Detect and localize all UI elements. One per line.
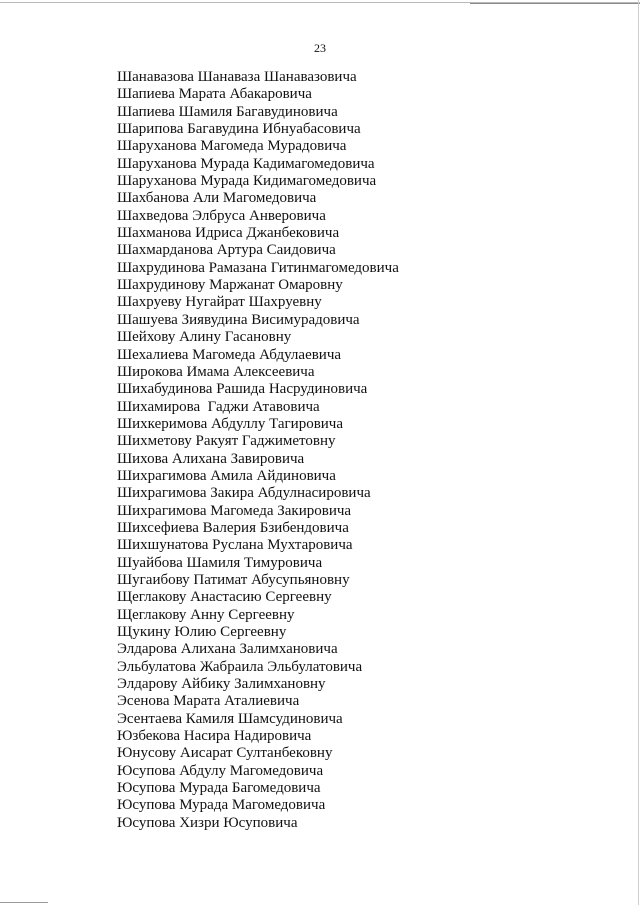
name-entry: Юсупова Хизри Юсуповича [117, 814, 298, 831]
name-entry: Эсентаева Камиля Шамсудиновича [117, 710, 343, 727]
name-entry: Щукину Юлию Сергеевну [117, 624, 287, 640]
name-entry: Щеглакову Анастасию Сергеевну [117, 589, 332, 606]
name-entry: Шаруханова Магомеда Мурадовича [117, 138, 347, 155]
page-number: 23 [314, 41, 326, 55]
name-entry: Шихметову Ракуят Гаджиметовну [117, 433, 336, 450]
name-entry: Эсенова Марата Аталиевича [117, 693, 300, 710]
name-entry: Шугаибову Патимат Абусупьяновну [117, 571, 350, 588]
name-entry: Юсупова Мурада Багомедовича [117, 780, 321, 797]
name-entry: Элдарова Алихана Залимхановича [117, 641, 338, 658]
name-entry: Шихрагимова Закира Абдулнасировича [117, 485, 371, 502]
name-entry: Шехалиева Магомеда Абдулаевича [117, 346, 342, 363]
name-entry: Шахрудинова Рамазана Гитинмагомедовича [117, 259, 399, 276]
name-entry: Шашуева Зиявудина Висимурадовича [117, 311, 360, 328]
name-entry: Элдарову Айбику Залимхановну [117, 676, 326, 693]
name-entry: Шуайбова Шамиля Тимуровича [117, 554, 323, 571]
name-entry: Шахбанова Али Магомедовича [117, 190, 317, 207]
name-entry: Шахрудинову Маржанат Омаровну [117, 277, 343, 294]
name-entry: Шахмарданова Артура Саидовича [117, 242, 336, 259]
name-entry: Шихамирова Гаджи Атавовича [117, 398, 320, 415]
scan-edge-right [638, 0, 639, 905]
name-entry: Шапиева Шамиля Багавудиновича [117, 103, 338, 120]
name-entry: Эльбулатова Жабраила Эльбулатовича [117, 658, 363, 675]
name-entry: Шанавазова Шанаваза Шанавазовича [117, 69, 357, 85]
name-entry: Юзбекова Насира Надировича [117, 728, 312, 745]
names-list [117, 69, 399, 832]
name-entry: Широкова Имама Алексеевича [117, 363, 315, 380]
name-entry: Шихова Алихана Завировича [117, 450, 305, 467]
name-entry: Шаруханова Мурада Кидимагомедовича [117, 173, 377, 190]
name-entry: Шихсефиева Валерия Бзибендовича [117, 519, 349, 536]
name-entry: Шахведова Элбруса Анверовича [117, 207, 326, 224]
name-entry: Щеглакову Анну Сергеевну [117, 606, 295, 623]
name-entry: Шахманова Идриса Джанбековича [117, 225, 340, 242]
name-entry: Шихшунатова Руслана Мухтаровича [117, 537, 353, 554]
name-entry: Шарипова Багавудина Ибнуабасовича [117, 121, 361, 138]
name-entry: Шейхову Алину Гасановну [117, 329, 292, 346]
name-entry: Юсупова Мурада Магомедовича [117, 797, 326, 814]
name-entry: Шаруханова Мурада Кадимагомедовича [117, 155, 375, 172]
name-entry: Шихрагимова Амила Айдиновича [117, 467, 336, 484]
name-entry: Юсупова Абдулу Магомедовича [117, 762, 324, 779]
scan-edge-top-dark [470, 3, 640, 4]
name-entry: Шихкеримова Абдуллу Тагировича [117, 415, 344, 432]
name-entry: Шапиева Марата Абакаровича [117, 86, 312, 103]
scan-edge-bottom [0, 902, 48, 903]
name-entry: Шахруеву Нугайрат Шахруевну [117, 294, 322, 311]
name-entry: Юнусову Аисарат Султанбековну [117, 745, 333, 762]
name-entry: Шихрагимова Магомеда Закировича [117, 502, 352, 519]
name-entry: Шихабудинова Рашида Насрудиновича [117, 381, 368, 398]
